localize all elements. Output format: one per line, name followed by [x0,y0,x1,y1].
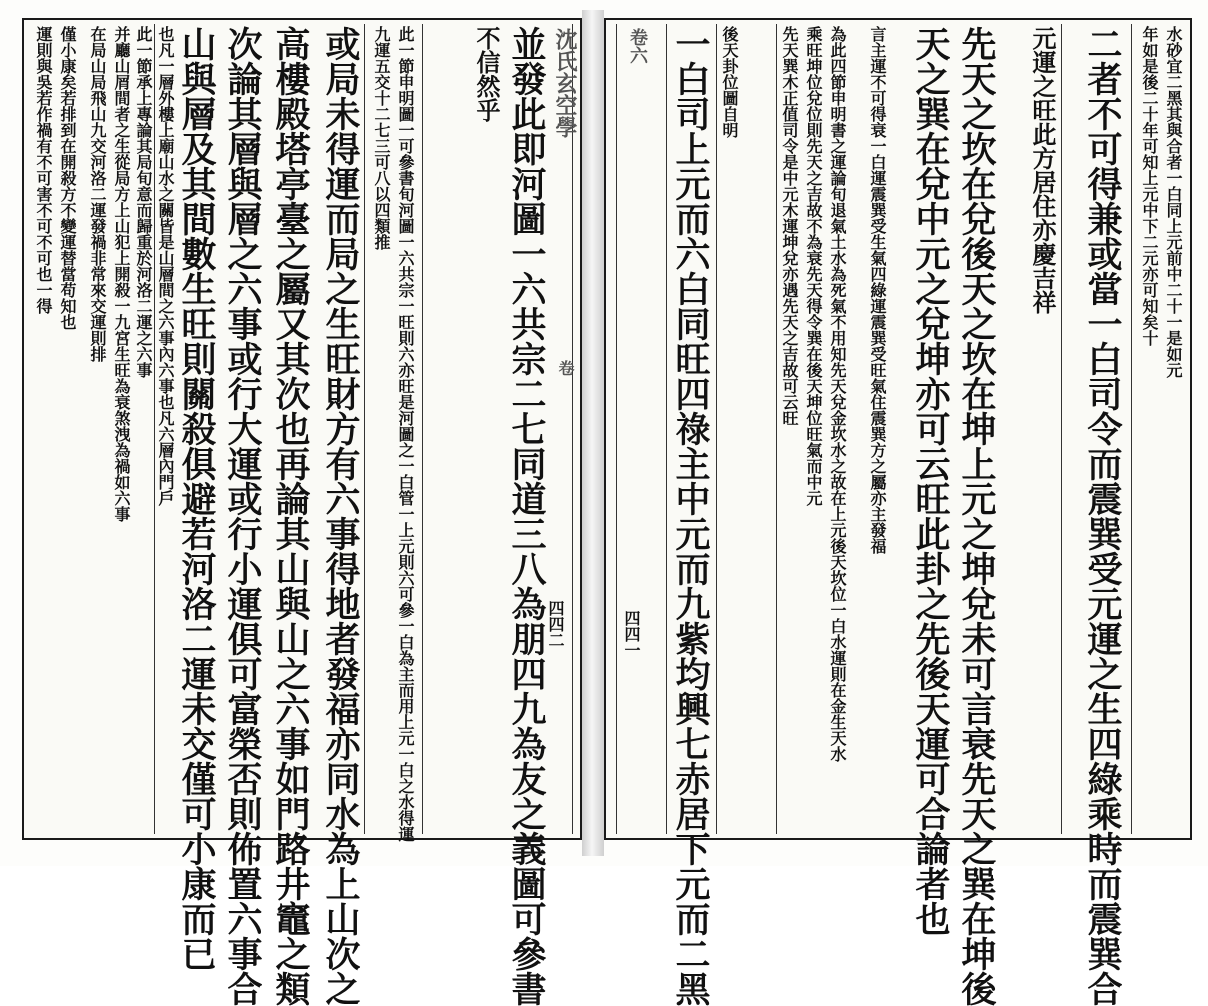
annotation-column: 年如是後二十年可知上元中下二元亦可知矣十 [1140,26,1159,346]
running-header-volume: 卷 [556,360,575,376]
left-page-inner-rule [572,24,573,834]
annotation-column: 在局山局飛山九交河洛二運發禍非常來交運則排 [88,26,107,362]
annotation-column: 也凡一層外樓上廟山水之關皆是山層間之六事內六事也凡六層內門戶 [156,26,175,506]
annotation-column: 水砂宜二黑其與合者一白同上元前中二十一是如元 [1164,26,1183,378]
annotation-column: 運則與吳若作禍有不可害不可不可也一得 [34,26,53,314]
left-column-rule [364,24,365,834]
annotation-column: 乘旺坤位兌位則先天之吉故不為衰先天得令巽在後天坤位旺氣而中元 [804,26,823,506]
main-text-column: 次論其層與層之六事或行大運或行小運俱可富榮否則佈置六事合 [222,26,263,1006]
right-column-rule [1061,24,1062,834]
annotation-column: 後天卦位圖自明 [720,26,739,138]
right-column-rule [1131,24,1132,834]
left-page [22,18,582,1006]
right-page [604,18,1192,1006]
annotation-column: 先天巽木正值司令是中元木運坤兌亦遇先天之吉故可云旺 [780,26,799,426]
annotation-column: 僅小康矣若排到在開殺方不變運替當苟知也 [58,26,77,330]
main-text-column: 或局未得運而局之生旺財方有六事得地者發福亦同水為上山次之 [320,26,361,1006]
right-column-rule [776,24,777,834]
main-text-column: 二者不可得兼或當一白司令而震巽受元運之生四綠乘時而震巽合 [1082,26,1123,1006]
main-text-column: 高樓殿塔亭臺之屬又其次也再論其山與山之六事如門路井竈之類 [270,26,311,1006]
right-page-inner-rule [616,24,617,834]
page-number: 四四二 [546,600,565,648]
annotation-column: 并廳山屑間者之生從局方上山犯上開殺一九宮生旺為衰煞洩為禍如六事 [112,26,131,522]
book-gutter [582,10,604,856]
right-column-rule [716,24,717,834]
main-text-column: 天之巽在兌中元之兌坤亦可云旺此卦之先後天運可合論者也 [910,26,951,936]
left-column-rule [422,24,423,834]
page-number: 四四一 [622,610,641,658]
main-text-column: 並發此即河圖一六共宗二七同道三八為朋四九為友之義圖可參書 [506,26,547,1006]
annotation-column: 此一節申明圖一可參書旬河圖一六共宗一旺則六亦旺是河圖之一白管一上元則六可參一白為主而用上元一白之水得運 [396,26,415,842]
running-header: 沈氏玄空學 [552,28,578,138]
running-header: 卷六 [627,28,648,64]
main-text-column: 山與層及其間數生旺則關殺俱避若河洛二運未交僅可小康而已 [176,26,217,971]
main-text-column: 先天之坎在兌後天之坎在坤上元之坤兌未可言衰先天之巽在坤後 [956,26,997,1006]
main-text-column: 一白司上元而六白同旺四祿主中元而九紫均興七赤居下元而二黑 [670,26,711,1006]
annotation-column: 言主運不可得衰一白運震巽受生氣四綠運震巽受旺氣住震巽方之屬亦主發福 [868,26,887,554]
annotation-column: 九運五交十二七三可八以四類推 [372,26,391,250]
annotation-column: 此一節承上專論其局旬意而歸重於河洛二運之六事 [134,26,153,378]
section-heading-column: 元運之旺此方居住亦慶吉祥 [1028,26,1057,314]
annotation-column: 為此四節申明書之運論旬退氣土水為死氣不用知先天兌金坎水之故在上元後天坎位一白水運則在金生天水 [828,26,847,762]
section-heading-column: 不信然乎 [472,26,501,122]
